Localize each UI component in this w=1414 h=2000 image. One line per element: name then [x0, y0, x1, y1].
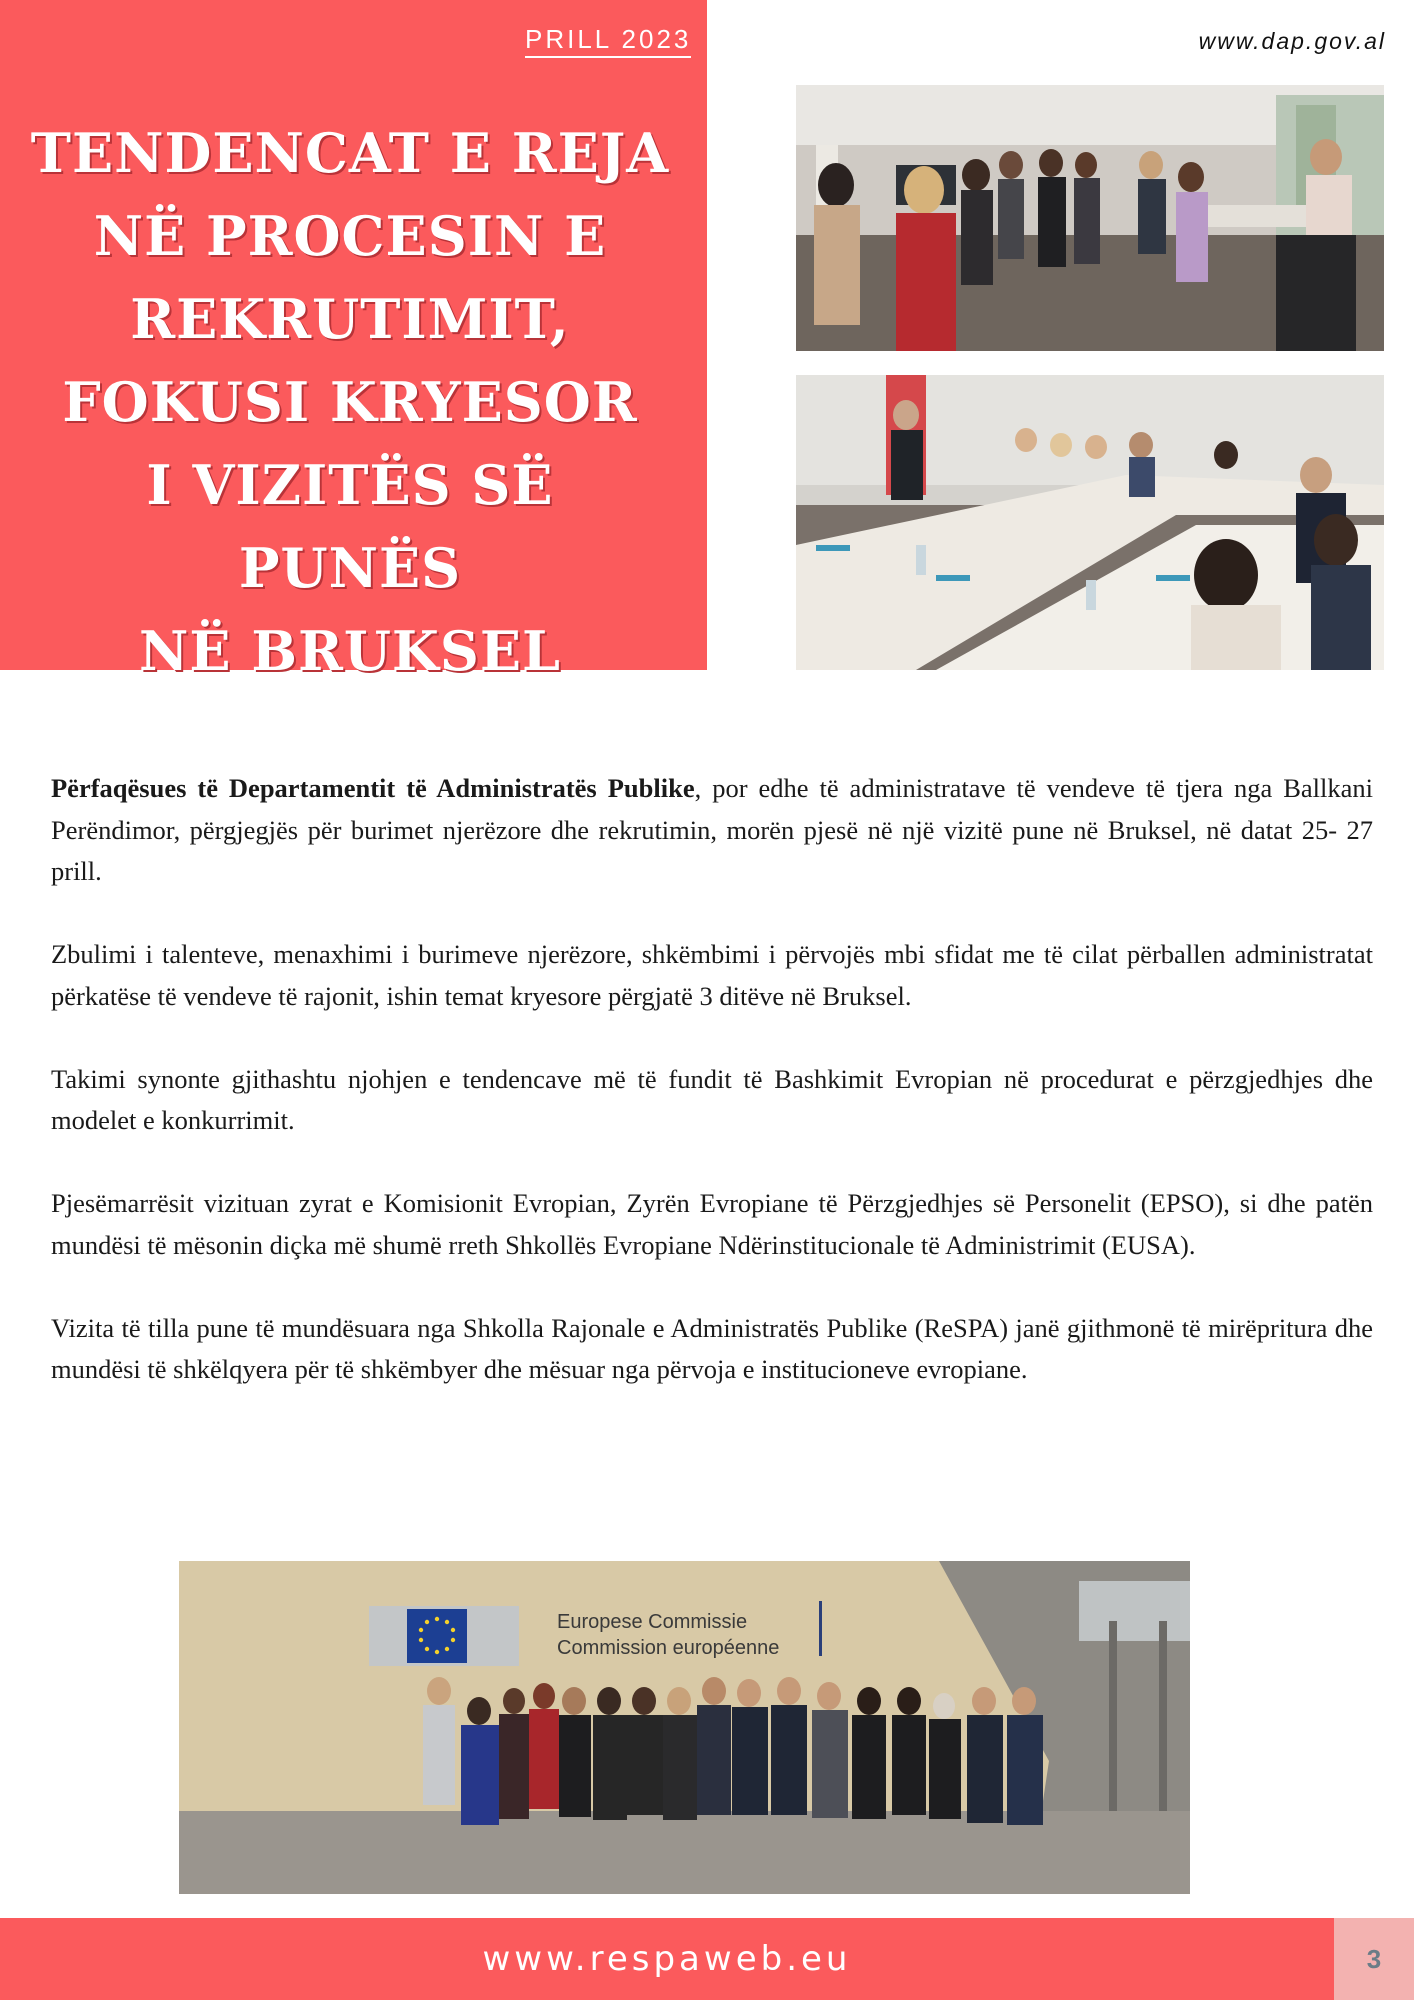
photo-group-european-commission — [179, 1561, 1190, 1894]
paragraph-3: Takimi synonte gjithashtu njohjen e tendencave më të fundit të Bashkimit Evropian në procedurat e përzgjedhjes dhe modelet e konkurrimit. — [51, 1063, 1373, 1135]
page-number: 3 — [1334, 1918, 1414, 2000]
title-line-2: NË PROCESIN E — [93, 204, 607, 268]
page-title — [30, 112, 670, 693]
sign-text-dutch: Europese Commissie — [557, 1611, 748, 1633]
title-line-5: I VIZITËS SË PUNËS — [146, 453, 554, 600]
header-site-link[interactable]: www.dap.gov.al — [1198, 28, 1386, 54]
photo-meeting — [796, 375, 1384, 670]
title-panel — [0, 0, 707, 683]
photo-office-tour — [796, 85, 1384, 351]
title-line-6: NË BRUKSEL — [139, 619, 561, 683]
article-body — [51, 768, 1373, 1432]
paragraph-1 — [51, 768, 1373, 893]
paragraph-2: Zbulimi i talenteve, menaxhimi i burimeve njerëzore, shkëmbimi i përvojës mbi sfidat me të cilat përballen administratat përkatëse të vendeve të rajonit, ishin temat kryesore përgjatë 3 ditëve në Bruksel. — [51, 939, 1373, 1011]
paragraph-4: Pjesëmarrësit vizituan zyrat e Komisionit Evropian, Zyrën Evropiane të Përzgjedhjes së Personelit (EPSO), si dhe patën mundësi të mësonin diçka më shumë rreth Shkollës Evropiane Ndërinstitucionale të Administrimit (EUSA). — [51, 1188, 1373, 1260]
photo-office-tour-image — [796, 85, 1384, 351]
photo-meeting-image — [796, 375, 1384, 670]
photo-group-image — [179, 1561, 1190, 1894]
title-line-3: REKRUTIMIT, — [130, 287, 570, 351]
issue-date: PRILL 2023 — [525, 24, 691, 58]
paragraph-1-text: , por edhe të administratave të vendeve të tjera nga Ballkani Perëndimor, përgjegjës për burimet njerëzore dhe rekrutimin, morën pjesë në një vizitë pune në Bruksel, në datat 25- 27 prill. — [51, 773, 1373, 886]
sign-text-french: Commission européenne — [557, 1637, 780, 1659]
footer-site-link[interactable]: www.respaweb.eu — [482, 1939, 852, 1979]
paragraph-1-bold: Përfaqësues të Departamentit të Administratës Publike — [51, 773, 695, 803]
title-line-1: TENDENCAT E REJA — [30, 121, 670, 185]
title-line-4: FOKUSI KRYESOR — [62, 370, 638, 434]
paragraph-5: Vizita të tilla pune të mundësuara nga Shkolla Rajonale e Administratës Publike (ReSPA) janë gjithmonë të mirëpritura dhe mundësi të shkëlqyera për të shkëmbyer dhe mësuar nga përvoja e institucioneve evropiane. — [51, 1312, 1373, 1384]
footer-bar — [0, 1918, 1414, 2000]
